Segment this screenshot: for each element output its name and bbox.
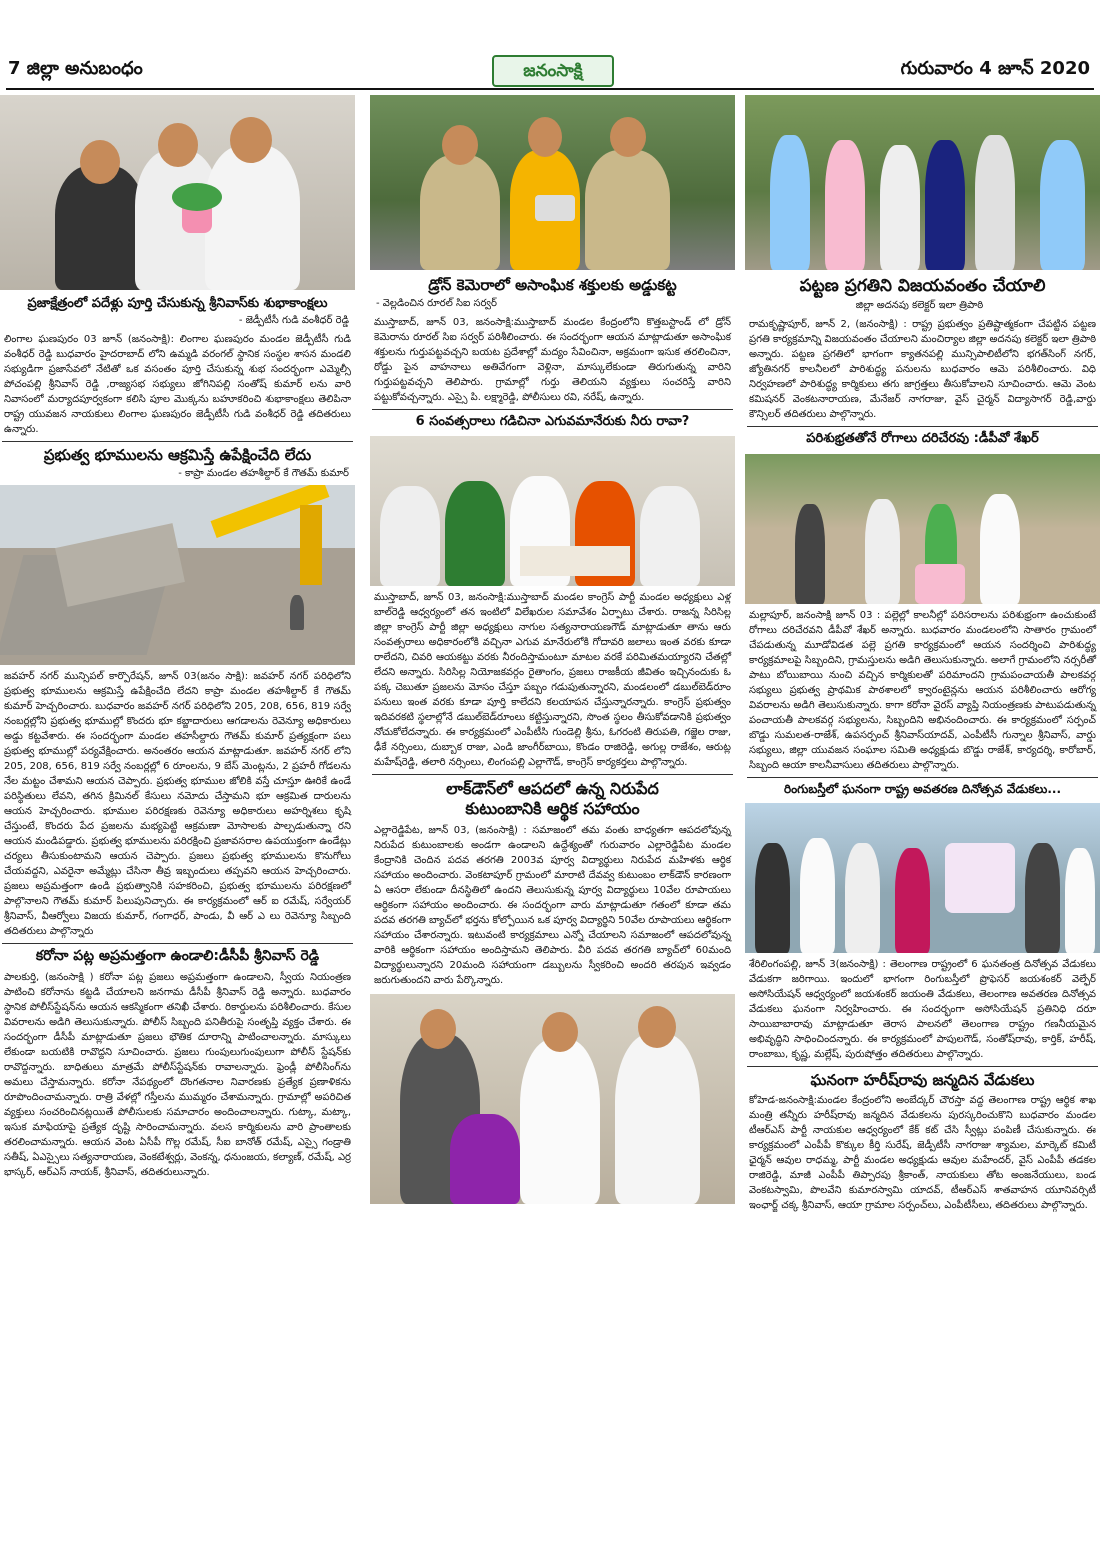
article-body: ముస్తాబాద్, జూన్ 03, జనంసాక్షి:ముస్తాబాద్ మండల కాంగ్రెస్ పార్టీ మండల అధ్యక్షులు ఎళ్ల బాల్‌రెడ్డి ఆధ్వర్యంలో తన ఇంటిలో విలేఖరుల సమావేశం ఏర్పాటు చేశారు. రాజన్న సిరిసిల్ల జిల్లా కాంగ్రెస్ పార్టీ జిల్లా అధ్యక్షులు నాగుల సత్యనారాయణగౌడ్ మాట్లాడుతూ తాను ఆరు సంవత్సరాలు అధికారంలోకి వచ్చినా ఎగువ మానేరులోకి గోదావరి జలాలు ఇంత వరకు కూడా రాలేదని, చివరి ఆయకట్టు వరకు నీరందిస్తామంటూ మాటల వరకే పరిమితమయ్యారని చేతల్లో లేదని అన్నారు. సిరిసిల్ల నియోజకవర్గం రైతాంగం, ప్రజలు రాజకీయ జీవితం ఇచ్చినందుకు ఓ పక్క చెబుతూ ప్రజలను మోసం చేస్తూ పబ్బం గడుపుతున్నారని, మండలంలో డబుల్‌బెడ్‌రూం పనులు ఇంత వరకు కూడా పూర్తి కాలేదని కలయాపన చేస్తున్నారన్నారు. కాంగ్రెస్ ప్రభుత్వం ఇదివరకటి స్థలాల్లోనే డబుల్‌బెడ్‌రూంలు కట్టిస్తున్నారని, సొంత స్థలం తీసుకోవడానికి ప్రభుత్వం నోచుకోలేదన్నారు. ఈ కార్యక్రమంలో ఎంపీటీసి గుండెల్లి శ్రీను, ఓగరంటి తిరుపతి, గజ్జెల రాజు, ఢీకే నర్సింలు, దుబ్బాక రాజు, ఎండి జాంగీర్‌బాయి, కొండం రాజిరెడ్డి, అగుల్ల రాజేశం, ఆరుట్ల మహేష్‌రెడ్డి, తలారి నర్సింలు, లింగంపల్లి ఎల్లాగౌడ్, కాంగ్రెస్ కార్యకర్తలు పాల్గొన్నారు. [374,592,731,768]
issue-date: గురువారం 4 జూన్ 2020 [900,58,1090,79]
photo-drone-camera [370,95,735,270]
photo-sanitation-visit [745,95,1100,270]
photo-plant-gift [0,95,355,290]
column-middle [370,95,735,1204]
headline: పరిశుభ్రతతోనే రోగాలు దరిచేరవు :డీపీవో శేఖర్ [806,431,1039,447]
column-left [0,95,355,1180]
divider [747,426,1098,427]
column-right [745,95,1100,1213]
headline: కరోనా పట్ల అప్రమత్తంగా ఉండాలి:డీసీపీ శ్రీనివాస్ రెడ్డి [35,948,320,964]
article-body: ఎల్లారెడ్డిపేట, జూన్ 03, (జనంసాక్షి) : సమాజంలో తమ వంతు బాధ్యతగా ఆపదలోవున్న నిరుపేద కుటుంబాలకు అండగా ఉండాలని ఉద్దేశ్యంతో గురువారం ఎల్లారెడ్డిపేట మండల కేంద్రానికి చెందిన పదవ తరగతి 2003వ పూర్వ విద్యార్థులు నిరుపేద మహిళకు ఆర్థిక సహాయం అందించారు. వెంకటాపూర్ గ్రామంలో మారాటి దేవవ్వ కుటుంబం లాక్‌డౌన్ కారణంగా ఏ ఆసరా లేకుండా దీనస్థితిలో ఉందని తెలుసుకున్న పూర్వ విద్యార్థులు 10వేల రూపాయలు ఆర్థికంగా సహాయం అందించారు. ఈ సందర్భంగా వారు మాట్లాడుతూ గతంలో కూడా తమ పదవ తరగతి బ్యాచ్‌లో భర్తను కోల్పోయిన ఒక పూర్వ విద్యార్థిని 50వేల రూపాయలు ఆర్థికంగా సహాయం చేశారన్నారు. ఇటువంటి కార్యక్రమాలు ఎన్నో చేయాలని సమాజంలో ఆపదలోవున్న వారికి ఆర్థికంగా సహాయం అందిస్తామని తెలిపారు. వీరి పదవ తరగతి బ్యాచ్‌లో 60మంది విద్యార్థులున్నారని 20మంది సహాయంగా డబ్బులను స్వీకరించి అందరి తరపున ఇవ్వడం జరుగుతుందని వారు పేర్కొన్నారు. [374,825,731,986]
photo-formation-day [745,803,1100,953]
headline: ప్రభుత్వ భూములను ఆక్రమిస్తే ఉపేక్షించేది లేదు [43,446,312,465]
byline: - జెడ్పీటీసీ గుడి వంశీధర్ రెడ్డి [238,315,349,327]
article-body: లింగాల ఘణపురం 03 జూన్ (జనంసాక్షి): లింగాల ఘణపురం మండల జెడ్పీటీసీ గుడి వంశీధర్ రెడ్డి బుధవారం హైదరాబాద్ లోని ఉమ్మడి వరంగల్ స్థానిక సంస్థల శాసన మండలి సభ్యుడిగా ప్రజాసేవలో నేటితో ఒక వసంతం పూర్తి చేసుకున్న శుభ సందర్భంగా ఎమ్మెల్సీ పోచంపల్లి శ్రీనివాస్ రెడ్డి ,రాజ్యసభ సభ్యులు జోగినిపల్లి సంతోష్ కుమార్ లను వారి నివాసంలో మర్యాదపూర్వకంగా కలిసి పూల మొక్కను బహూకరించి శుభాకాంక్షలు తెలిపినా రాష్ట్ర యువజన నాయకులు లింగాల ఘణపురం జెడ్పీటీసీ గుడి వంశీధర్ రెడ్డి తదితరులు ఉన్నారు. [4,334,351,436]
photo-village-inspection [745,454,1100,604]
article-body: రామకృష్ణాపూర్, జూన్ 2, (జనంసాక్షి) : రాష్ట్ర ప్రభుత్వం ప్రతిష్టాత్మకంగా చేపట్టిన పట్టణ ప్రగతి కార్యక్రమాన్ని విజయవంతం చేయాలని మంచిర్యాల జిల్లా అదనపు కలెక్టర్ ఇలా త్రిపాఠి అన్నారు. పట్టణ ప్రగతిలో భాగంగా క్యాతనపల్లి మున్సిపాలిటీలోని భగత్‌సింగ్ నగర్, జ్యోతినగర్ కాలనీలలో పారిశుద్ధ్య పనులను బుధవారం ఆమె పరిశీలించారు. విధి నిర్వహణలో పారిశుద్ధ్య కార్మికులు తగు జాగ్రత్తలు తీసుకోవాలని సూచించారు. ఆమె వెంట కమిషనర్ వెంకటనారాయణ, మేనేజర్ నాగరాజు, వైస్ చైర్మన్ విద్యాసాగర్ రెడ్డి,వార్డు కౌన్సిలర్ తదితరులు పాల్గొన్నారు. [749,319,1096,421]
headline: రింగుబస్తీలో ఘనంగా రాష్ట్ర అవతరణ దినోత్సవ వేడుకలు... [783,781,1062,796]
divider [372,774,733,775]
article-body: జవహర్ నగర్ మున్సిపల్ కార్పొరేషన్, జూన్ 03(జనం సాక్షి): జవహర్ నగర్ పరిధిలోని ప్రభుత్వ భూములను ఆక్రమిస్తే ఉపేక్షించేది లేదని కాప్రా మండల తహశీల్దార్ కే గౌతమ్ కుమార్ హెచ్చరించారు. బుధవారం జవహర్ నగర్ పరిధిలోని 205, 208, 656, 819 సర్వే నంబర్లల్లోని ప్రభుత్వ భూముల్లో కొందరు భూ కబ్జాదారులు ఆగడాలను రెవెన్యూ అధికారులు అడ్డు కట్టవేశారు. ఈ సందర్భంగా మండల తహసీల్దారు గౌతమ్ కుమార్ ప్రత్యక్షంగా పలు ప్రభుత్వ భూముల్లో పర్యవేక్షించారు. అనంతరం ఆయన మాట్లాడుతూ. జవహర్ నగర్ లోని 205, 208, 656, 819 సర్వే నంబర్లల్లో 6 రూంలను, 9 బేస్ మెంట్లను, 2 ప్రహరీ గోడలను నేల మట్టం చేశామని ఆయన చెప్పారు. ప్రభుత్వ భూముల జోలికి వస్తే చూస్తూ ఊరికే ఉండే పరిస్థితులు లేవని, తగిన క్రిమినల్ కేసులు నమోదు చేస్తామని భూ ఆక్రమిత దారులను ఆయన హెచ్చరించారు. భూముల పరిరక్షణకు రెవెన్యూ అధికారులు అహర్నిశలు కృషి చేస్తుంటే, కొందరు పేద ప్రజలను మభ్యపెట్టి ఆక్రమణా మోసాలకు పాల్పడుతున్నా రని ఆయన మండిపడ్డారు. ప్రభుత్వ భూములను పరిరక్షించి ప్రజావసరాల ఉపయుక్తంగా ఉండేట్లు చర్యలు తీసుకుంటామని ఆయన చెప్పారు. ప్రజలు ప్రభుత్వ భూములను కొనుగోలు చేయవద్దని, ఎవరైనా అమ్మేట్లు చేసినా తీవ్ర ఇబ్బందులు తప్పవని ఆయన హెచ్చరించారు. ప్రజలు అప్రమత్తంగా ఉండి ప్రభుత్వానికి సహకరించి, ప్రభుత్వ భూములను పరిరక్షణలో పాల్గొనాలని గౌతమ్ కుమార్ పిలుపునిచ్చారు. ఈ కార్యక్రమంలో ఆర్ ఐ రమేష్, సర్వేయర్ శ్రీనివాస్, వీఆర్వోలు విజయ కుమార్, గంగాధర్, పాండు, వీ ఆర్ ఎ లు రెవెన్యూ సిబ్బంది తదితరులు పాల్గొన్నారు [4,671,351,937]
newspaper-logo: జనంసాక్షి [492,55,614,87]
headline: లాక్‌డౌన్‌లో ఆపదలో ఉన్న నిరుపేద [446,779,659,798]
byline: - వెల్లడించిన రూరల్ సిఐ సర్వర్ [376,297,497,309]
article-body: ముస్తాబాద్, జూన్ 03, జనంసాక్షి:ముస్తాబాద్ మండల కేంద్రంలోని కొత్తబస్టాండ్ లో డ్రోన్ కెమెరాను రూరల్ సిఐ సర్వర్ పరిశీలించారు. ఈ సందర్భంగా ఆయన మాట్లాడుతూ అసాంఘిక శక్తులను గుర్తుపట్టవచ్చని బయట ప్రదేశాల్లో మద్యం సేవించినా, అక్రమంగా ఇసుక తరలించినా, రోడ్డు పైన వాహనాలు అతివేగంగా వెళ్లినా, మాస్కులేకుండా తిరుగుతున్న వారిని గుర్తుపట్టవచ్చని తెలిపారు. గ్రామాల్లో గుర్తు తెలియని వ్యక్తులు సంచరిస్తే వారిని పట్టుకోవచ్చన్నారు. ఎస్సై పి. లక్ష్మారెడ్డి, పోలీసులు రవి, నరేష్, ఉన్నారు. [374,316,731,403]
divider [747,777,1098,778]
headline: 6 సంవత్సరాలు గడిచినా ఎగువమానేరుకు నీరు రావా? [415,413,690,429]
masthead-divider [6,88,1094,90]
article-body: పాలకుర్తి, (జనంసాక్షి ) కరోనా పట్ల ప్రజలు అప్రమత్తంగా ఉండాలని, స్వీయ నియంత్రణ పాటించి కరోనాను కట్టడి చేయాలని జనగామ డీసీపీ శ్రీనివాస్ రెడ్డి అన్నారు. బుధవారం స్థానిక పోలీస్‌స్టేషన్‌ను ఆయన ఆకస్మికంగా తనిఖీ చేశారు. రికార్డులను పరిశీలించారు. కేసుల వివరాలను అడిగి తెలుసుకున్నారు. పోలీస్ సిబ్బంది పనితీరుపై సంతృప్తి వ్యక్తం చేశారు. ఈ సందర్భంగా డీసీపీ మాట్లాడుతూ ప్రజలు భౌతిక దూరాన్ని పాటించాలన్నారు. మాస్కులు లేకుండా బయటికి రావొద్దని సూచించారు. ప్రజలు గుంపులుగుంపులుగా పోలీస్ స్టేషన్‌కు రావొద్దన్నారు. బాధితులు మాత్రమే పోలీస్‌స్టేషన్‌కు రావాలన్నారు. ఫ్రెండ్లీ పోలీసింగ్‌ను అమలు చేస్తామన్నారు. కరోనా నేపథ్యంలో దొంగతనాల నివారణకు ప్రత్యేక ప్రణాళికను రూపొందించామన్నారు. రాత్రి వేళల్లో గస్తీలను ముమ్మరం చేశామన్నారు. గ్రామాల్లో అపరిచిత వ్యక్తులు సంచరించినట్లయితే పోలీసులకు సమాచారం అందించాలన్నారు. గుట్కా, మట్కా, ఇసుక మాఫియాపై ప్రత్యేక దృష్టి సారించామన్నారు. వలస కార్మికులను వారి ప్రాంతాలకు తరలించామన్నారు. ఆయన వెంట ఏసీపీ గొల్ల రమేష్, సీఐ బానోత్ రమేష్, ఎస్సై గండ్రాతి సతీష్, ఏఎస్సైలు సత్యనారాయణ, వెంకటేశ్వర్లు, వెంకన్న, ధనుంజయ, కల్యాణ్, రమేష్, ఎర్ర భాస్కర్, ఆర్ఎస్ నాయక్, శ్రీనివాస్, తదితరులున్నారు. [4,971,351,1178]
article-body: కోహెడ-జనంసాక్షి:మండల కేంద్రంలోని అంబేద్కర్ చౌరస్తా వద్ద తెలంగాణ రాష్ట్ర ఆర్థిక శాఖ మంత్రి తన్నీరు హరీష్‌రావు జన్మదిన వేడుకలను పురస్కరించుకొని బుధవారం మండల టీఆర్ఎస్ పార్టీ నాయకుల ఆధ్వర్యంలో కేక్ కట్ చేసి స్వీట్లు పంపిణీ చేసుకున్నారు. ఈ కార్యక్రమంలో ఎంపీపీ కొక్కుల కీర్తి సురేష్, జెడ్పీటీసీ నాగరాజు శ్యామల, మార్కెట్ కమిటీ ఛైర్మన్ ఆవుల రాధమ్మ, పార్టీ మండల అధ్యక్షుడు ఆవుల మహేందర్, వైస్ ఎంపీపీ తడకల రాజిరెడ్డి, మాజీ ఎంపీపీ తిప్పారపు శ్రీకాంత్, నాయకులు తోట అంజనేయులు, బండ వెంకటస్వామి, పొలవేని కుమారస్వామి యాదవ్, టీఆర్ఎస్ శాతవాహన యూనివర్సిటీ ఇంఛార్జ్ చక్క శ్రీనివాస్, ఆయా గ్రామాల సర్పంచ్‌లు, ఎంపీటీసీలు, తదితరులు పాల్గొన్నారు. [749,1095,1096,1212]
article-body: మల్లాపూర్, జనంసాక్షి జూన్ 03 : పల్లెల్లో కాలనీల్లో పరిసరాలను పరిశుభ్రంగా ఉంచుకుంటే రోగాలు దరిచేరవని డీపీవో శేఖర్ అన్నారు. బుధవారం మండలంలోని సాతారం గ్రామంలో చేపడుతున్న మూడోవిడత పల్లె ప్రగతి కార్యక్రమంలో ఆయన సందర్శించి పారిశుద్ధ్య కార్యక్రమాలపై సిబ్బందిని, గ్రామస్తులను అడిగి తెలుసుకున్నారు. అలాగే గ్రామంలోని నర్సరీతో పాటు బోయిబాయి నుంచి వచ్చిన కార్మికులతో పరిమాందని గ్రామపంచాయతీ పాలకవర్గ సభ్యులు ప్రభుత్వ ప్రాథమిక పాఠశాలలో క్వారంటైన్లను ఆయన పరిశీలించారు ఆరోగ్య వివరాలను అడిగి తెలుసుకున్నారు. కాగా కరోనా వైరస్ వ్యాప్తి నియంత్రణకు పాటుపడుతున్న పంచాయతీ పాలకవర్గ సభ్యులను, సిబ్బందిని అభినందించారు. ఈ కార్యక్రమంలో సర్పంచ్ బొడ్డు సుమలత-రాజేశ్, ఉపసర్పంచ్ శ్రీనివాస్‌యాదవ్, ఎంపీటీసీ గున్నాల శ్రీనివాస్, వార్డు సభ్యులు, జిల్లా యువజన సంఘాల సమితి అధ్యక్షుడు బొడ్డు రాజేశ్, కార్యదర్శి, కారోబార్, సిబ్బంది ఆయా కాలనీవాసులు తదితరులు పాల్గొన్నారు. [749,609,1096,771]
headline: డ్రోన్ కెమెరాలో అసాంఘిక శక్తులకు అడ్డుకట్ట [428,276,677,294]
page-label: 7 జిల్లా అనుబంధం [8,58,143,79]
headline: ప్రజాక్షేత్రంలో పదేళ్లు పూర్తి చేసుకున్న శ్రీనివాస్‌కు శుభాకాంక్షలు [27,296,328,311]
divider [2,441,353,442]
headline: ఘనంగా హరీష్‌రావు జన్మదిన వేడుకలు [810,1070,1035,1089]
divider [747,1066,1098,1067]
masthead [0,0,1100,92]
photo-demolition [0,485,355,665]
article-body: శేరిలింగంపల్లి, జూన్ 3(జనంసాక్షి) : తెలంగాణ రాష్ట్రంలో 6 ఘనతంత్ర దినోత్సవ వేడుకలు వేడుకగా జరిగాయి. ఇందులో భాగంగా రింగుబస్తీలో ప్రొఫెసర్ జయశంకర్ వెల్ఫేర్ అసోసియేషన్ ఆధ్వర్యంలో జయశంకర్ జయంతి వేడుకలు, తెలంగాణ అవతరణ దినోత్సవ వేడుకలు ఘనంగా నిర్వహించారు. ఈ సందర్భంగా అసోసియేషన్ ప్రతినిధి దరూ సాయిబాబారావు మాట్లాడుతూ తెరాస పాలనలో తెలంగాణ రాష్ట్రం గణనీయమైన అభివృద్ధిని సాధించిందన్నారు. ఈ కార్యక్రమంలో పాపులగౌడ్, సంతోష్‌రావు, కార్తిక్, హరీష్, రాంబాబు, కృష్ణ, మల్లేష్, పురుషోత్తం తదితరులు పాల్గొన్నారు. [749,958,1096,1060]
headline: పట్టణ ప్రగతిని విజయవంతం చేయాలి [799,276,1046,296]
divider [372,409,733,410]
divider [2,943,353,944]
byline: జిల్లా అదనపు కలెక్టర్ ఇలా త్రిపాఠి [855,300,984,312]
photo-congress-meeting [370,436,735,586]
byline: - కాప్రా మండల తహశీల్దార్ కే గౌతమ్ కుమార్ [178,468,349,479]
photo-financial-aid [370,994,735,1204]
headline: కుటుంబానికి ఆర్థిక సహాయం [465,799,640,818]
